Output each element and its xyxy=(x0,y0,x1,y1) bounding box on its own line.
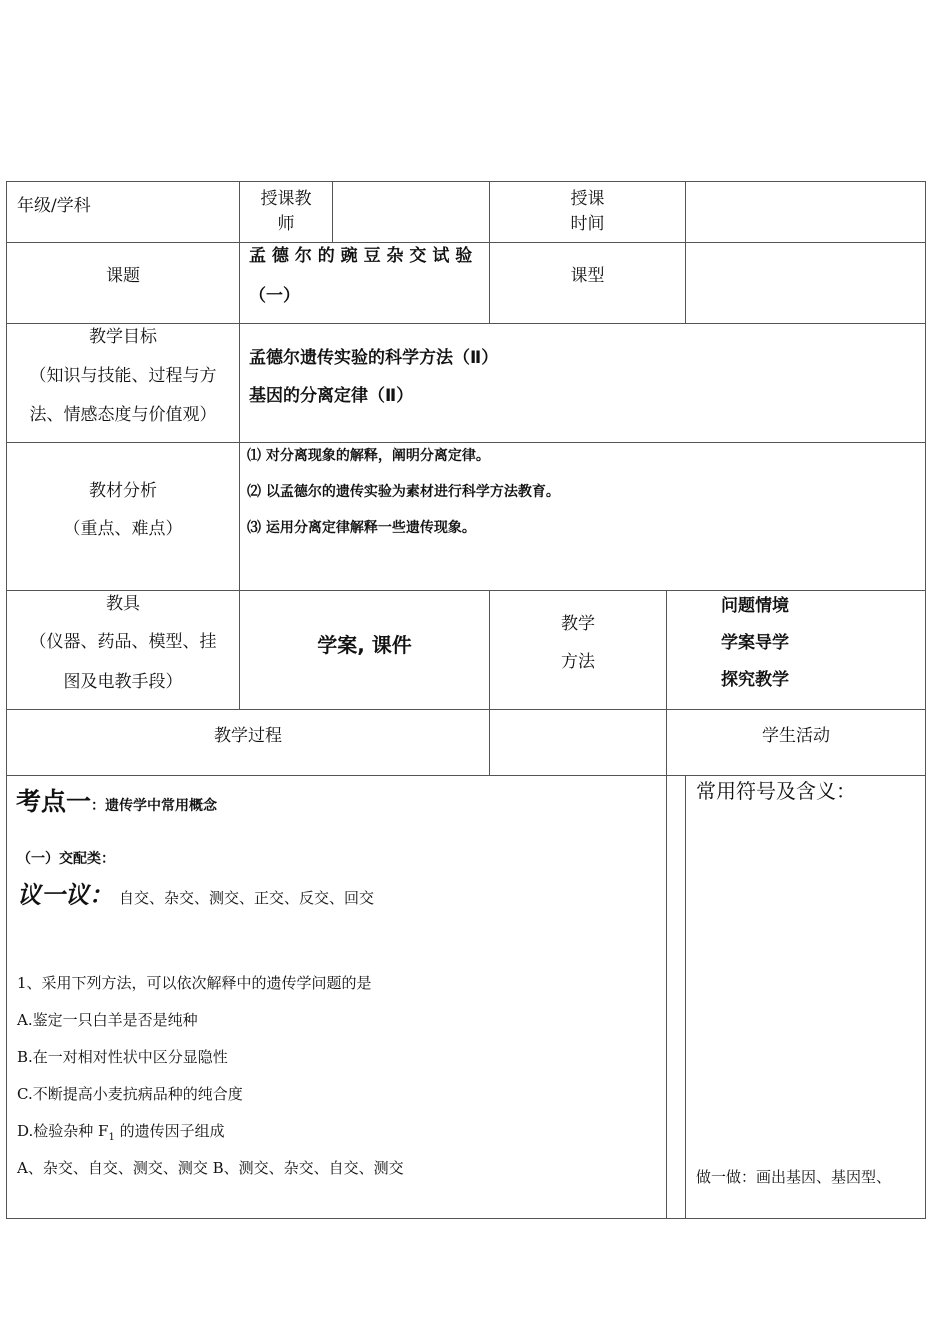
table-line xyxy=(666,590,667,776)
table-line xyxy=(239,181,240,710)
tools-value: 学案, 课件 xyxy=(317,633,412,657)
goals-label: 教学目标 xyxy=(89,327,157,347)
goals-sub2: 法、情感态度与价值观） xyxy=(29,405,217,425)
time-label-line2: 时间 xyxy=(570,214,605,234)
table-line xyxy=(925,181,926,1219)
option-d xyxy=(17,1120,225,1149)
grade-subject-label: 年级/学科 xyxy=(17,196,91,216)
topic-title-line2: （一） xyxy=(249,286,300,306)
option-d-post: 的遗传因子组成 xyxy=(114,1122,225,1140)
table-line xyxy=(6,181,926,182)
table-line xyxy=(666,775,667,1219)
type-label: 课型 xyxy=(570,266,605,286)
yiyi-label: 议一议： xyxy=(17,880,113,909)
method-label-line2: 方法 xyxy=(561,652,595,672)
table-line xyxy=(6,242,926,243)
answer-choices: A、杂交、自交、测交、测交 B、测交、杂交、自交、测交 xyxy=(17,1159,404,1177)
table-line xyxy=(685,775,686,1219)
table-line xyxy=(6,709,926,710)
analysis-sub: （重点、难点） xyxy=(63,519,183,539)
table-line xyxy=(6,442,926,443)
table-line xyxy=(685,181,686,324)
option-b: B.在一对相对性状中区分显隐性 xyxy=(17,1048,228,1066)
process-label: 教学过程 xyxy=(214,726,282,746)
kaodian-big: 考点一 xyxy=(16,787,92,816)
table-line xyxy=(6,323,926,324)
doyido-text: 做一做：画出基因、基因型、 xyxy=(696,1168,892,1186)
option-d-sub: 1 xyxy=(108,1132,115,1143)
goal-item: 基因的分离定律（Ⅱ） xyxy=(249,386,414,406)
analysis-item: ⑴ 对分离现象的解释，阐明分离定律。 xyxy=(247,448,490,464)
analysis-item: ⑵ 以孟德尔的遗传实验为素材进行科学方法教育。 xyxy=(247,484,560,500)
tools-sub1: （仪器、药品、模型、挂 xyxy=(29,632,217,652)
table-line xyxy=(6,775,926,776)
time-label-line1: 授课 xyxy=(570,189,605,209)
option-c: C.不断提高小麦抗病品种的纯合度 xyxy=(17,1085,243,1103)
table-line xyxy=(6,590,926,591)
method-label-line1: 教学 xyxy=(561,614,595,634)
table-line xyxy=(332,181,333,243)
table-line xyxy=(6,1218,926,1219)
kaodian-small: ：遗传学中常用概念 xyxy=(91,798,218,814)
teacher-label-line2: 师 xyxy=(277,214,295,234)
tools-label: 教具 xyxy=(106,594,140,614)
option-a: A.鉴定一只白羊是否是纯种 xyxy=(17,1011,198,1029)
goals-sub1: （知识与技能、过程与方 xyxy=(29,366,217,386)
analysis-item: ⑶ 运用分离定律解释一些遗传现象。 xyxy=(247,520,476,536)
method-item: 问题情境 xyxy=(721,596,789,616)
yiyi-text: 自交、杂交、测交、正交、反交、回交 xyxy=(119,889,375,907)
section-heading: （一）交配类： xyxy=(17,851,115,867)
option-d-pre: D.检验杂种 F xyxy=(17,1122,109,1140)
student-activity-label: 学生活动 xyxy=(762,726,830,746)
question-text: 1、采用下列方法，可以依次解释中的遗传学问题的是 xyxy=(17,974,372,992)
topic-title-line1: 孟 德 尔 的 豌 豆 杂 交 试 验 xyxy=(249,246,473,266)
method-item: 探究教学 xyxy=(721,670,789,690)
goal-item: 孟德尔遗传实验的科学方法（Ⅱ） xyxy=(249,348,499,368)
topic-label: 课题 xyxy=(106,266,140,286)
method-item: 学案导学 xyxy=(721,633,789,653)
teacher-label-line1: 授课教 xyxy=(260,189,312,209)
yiyi-line xyxy=(17,880,374,913)
tools-sub2: 图及电教手段） xyxy=(63,672,183,692)
symbols-heading: 常用符号及含义： xyxy=(696,779,856,803)
kaodian-heading xyxy=(16,787,217,821)
analysis-label: 教材分析 xyxy=(89,481,157,501)
